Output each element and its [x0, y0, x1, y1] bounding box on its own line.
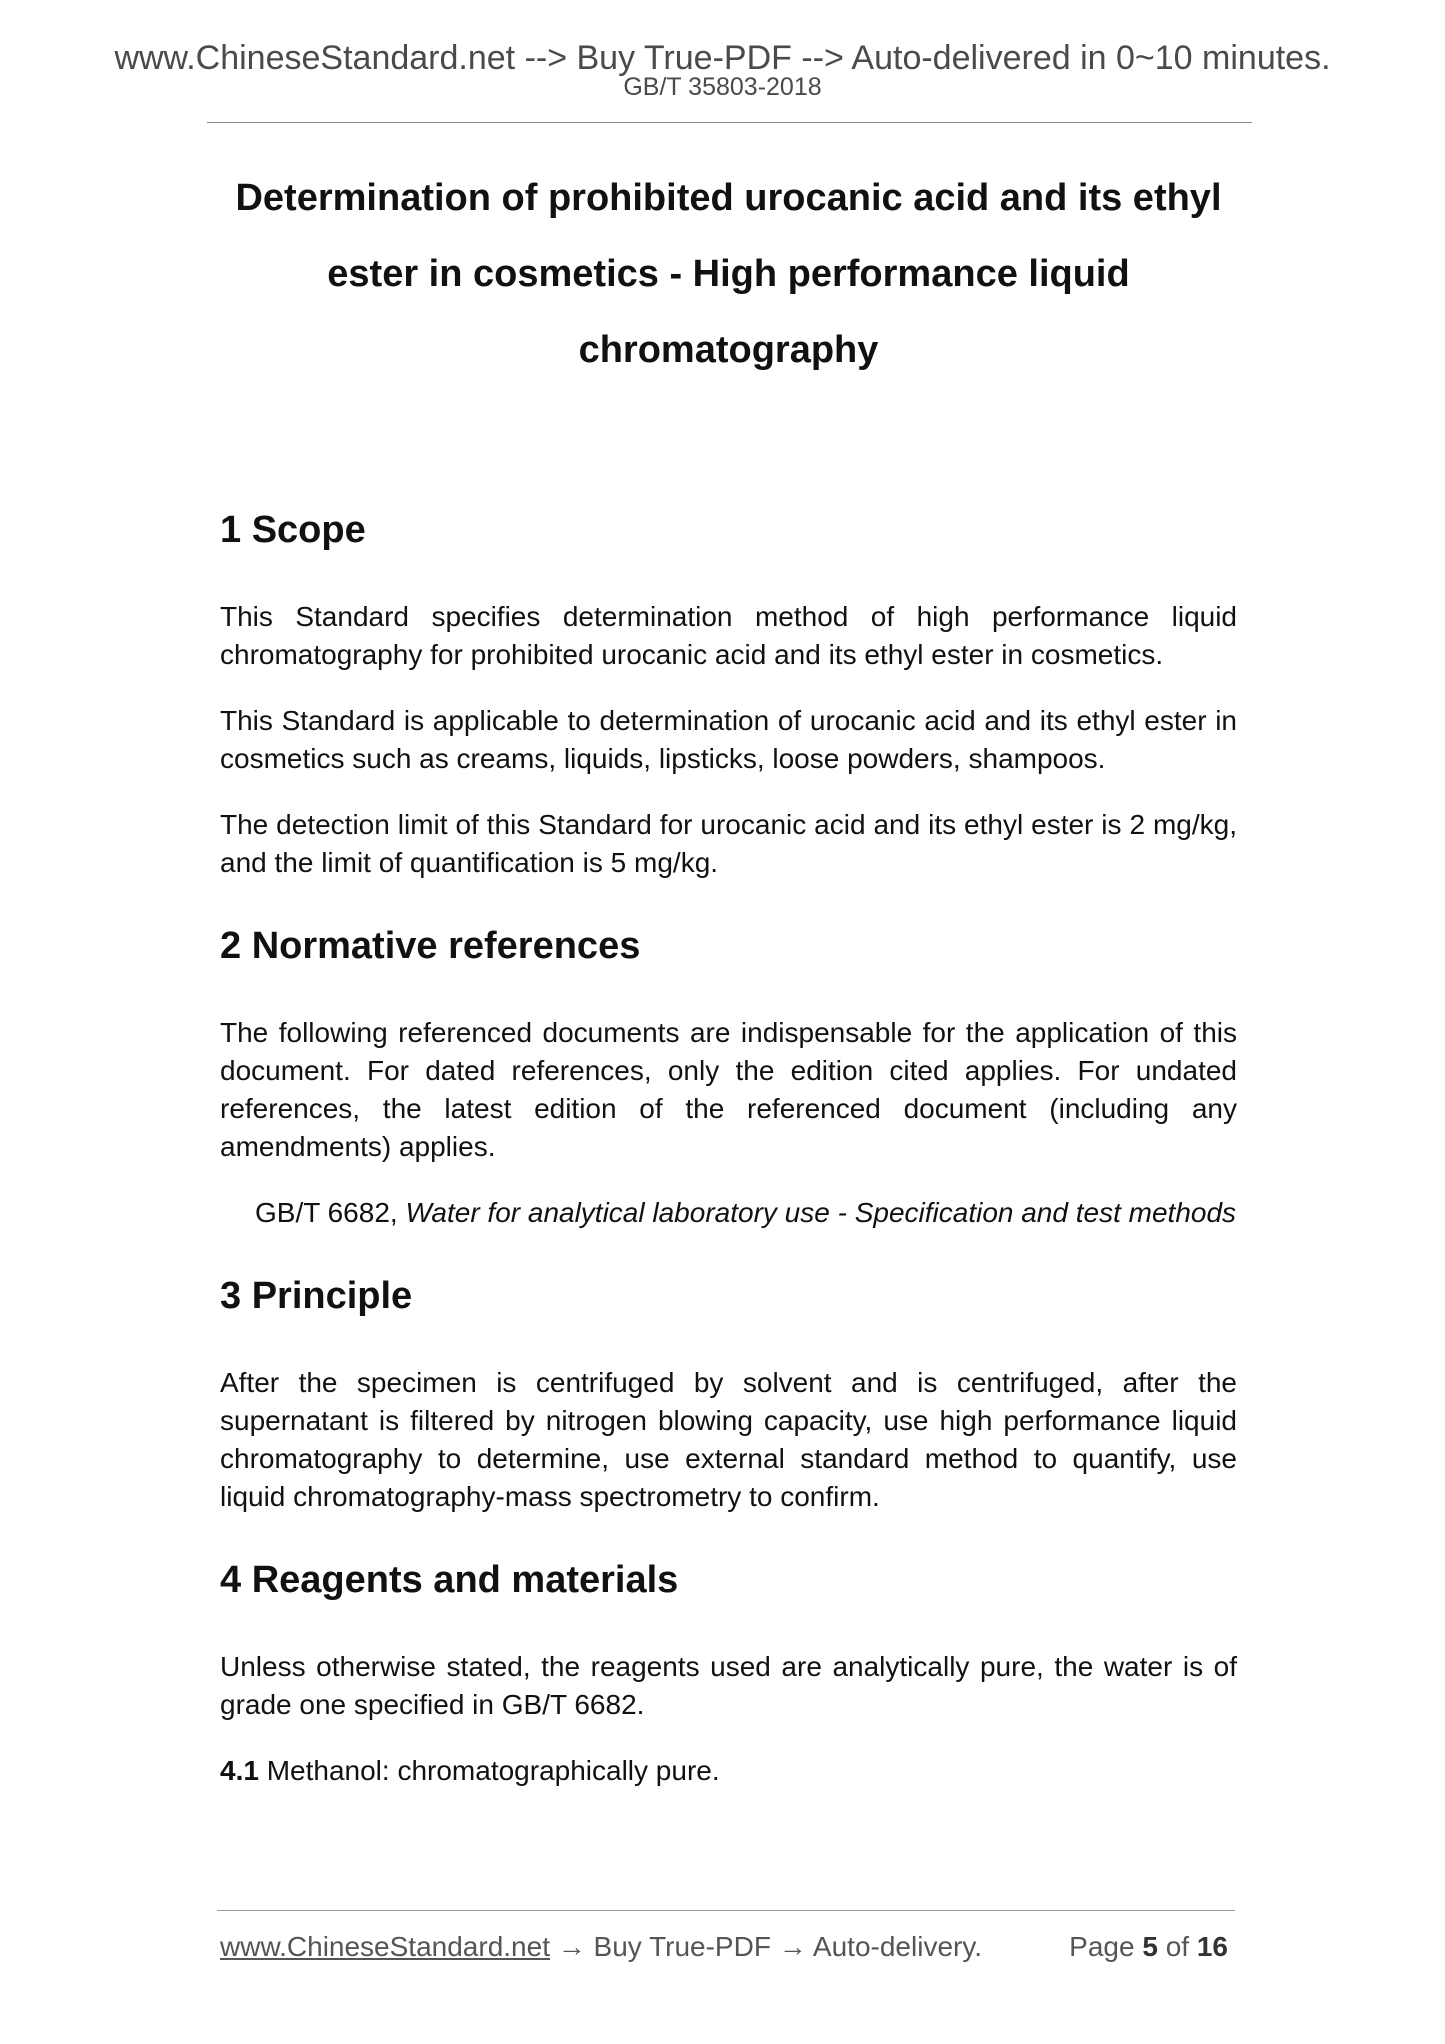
document-code: GB/T 35803-2018 — [623, 73, 822, 101]
reference-code: GB/T 6682, — [255, 1197, 398, 1228]
of-word: of — [1165, 1931, 1190, 1962]
paragraph: The detection limit of this Standard for urocanic acid and its ethyl ester is 2 mg/kg, and the limit of quantification is 5 mg/kg. — [220, 809, 1237, 878]
footer-promo — [220, 1930, 982, 1964]
title-line: Determination of prohibited urocanic acid and its ethyl — [235, 177, 1222, 219]
paragraph: This Standard specifies determination method of high performance liquid chromatography for prohibited urocanic acid and its ethyl ester in cosmetics. — [220, 601, 1237, 670]
page-total: 16 — [1196, 1931, 1228, 1962]
paragraph: The following referenced documents are indispensable for the application of this document. For dated references, only the edition cited applies. For undated references, the latest edition of the referenced document (including any amendments) applies. — [220, 1017, 1237, 1162]
footer-divider — [217, 1910, 1235, 1911]
item-number: 4.1 — [220, 1755, 259, 1786]
section-reagents — [220, 1558, 1237, 1790]
section-heading: 2 Normative references — [220, 925, 641, 967]
reference-title: Water for analytical laboratory use - Specification and test methods — [405, 1197, 1237, 1228]
header-divider — [207, 122, 1252, 123]
page-number — [1069, 1930, 1228, 1964]
page-word: Page — [1069, 1931, 1135, 1962]
section-principle — [220, 1274, 1237, 1516]
paragraph: This Standard is applicable to determination of urocanic acid and its ethyl ester in cosmetics such as creams, liquids, lipsticks, loose powders, shampoos. — [220, 705, 1237, 774]
paragraph: Unless otherwise stated, the reagents used are analytically pure, the water is of grade one specified in GB/T 6682. — [220, 1651, 1237, 1720]
document-title — [220, 160, 1237, 388]
title-line: ester in cosmetics - High performance liquid — [327, 253, 1130, 295]
section-heading: 1 Scope — [220, 509, 366, 551]
page-current: 5 — [1142, 1931, 1158, 1962]
page-content — [220, 160, 1237, 1790]
item-text: Methanol: chromatographically pure. — [266, 1755, 720, 1786]
section-heading: 4 Reagents and materials — [220, 1559, 679, 1601]
footer-promo-text: → Buy True-PDF → Auto-delivery. — [549, 1931, 983, 1962]
paragraph: After the specimen is centrifuged by solvent and is centrifuged, after the supernatant is filtered by nitrogen blowing capacity, use high performance liquid chromatography to determine, use external standard method to quantify, use liquid chromatography-mass spectrometry to confirm. — [220, 1367, 1237, 1512]
footer-link[interactable]: www.ChineseStandard.net — [220, 1931, 550, 1962]
title-line: chromatography — [578, 329, 879, 371]
reference-entry — [255, 1194, 1237, 1232]
header-banner: www.ChineseStandard.net --> Buy True-PDF --> Auto-delivered in 0~10 minutes. — [114, 39, 1331, 77]
section-scope — [220, 508, 1237, 882]
section-heading: 3 Principle — [220, 1275, 413, 1317]
section-normative-references — [220, 924, 1237, 1232]
numbered-item — [220, 1752, 1237, 1790]
